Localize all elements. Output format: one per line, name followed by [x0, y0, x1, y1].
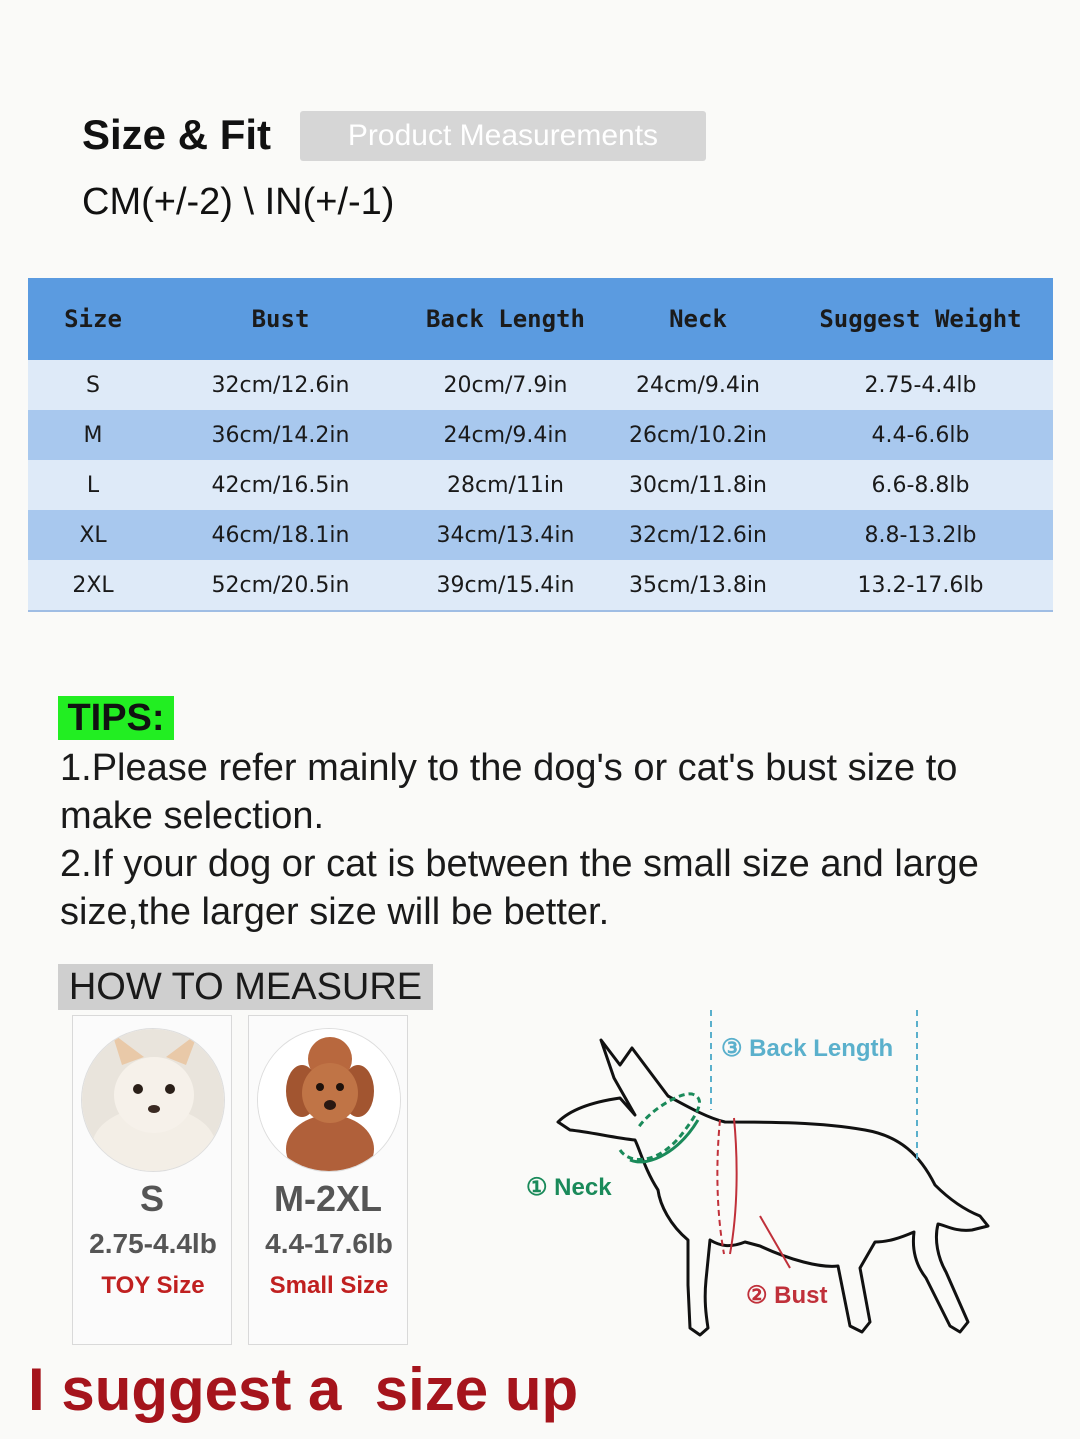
table-header-row [28, 278, 1053, 360]
table-row [28, 510, 1053, 560]
bust-measure-line [717, 1120, 724, 1254]
card-type-label: Small Size [269, 1272, 389, 1299]
cell-weight: 8.8-13.2lb [788, 510, 1053, 560]
cell-back-length: 28cm/11in [403, 460, 608, 510]
cell-neck: 30cm/11.8in [608, 460, 788, 510]
product-measurements-badge: Product Measurements [300, 111, 706, 161]
cell-neck: 24cm/9.4in [608, 360, 788, 410]
table-row [28, 460, 1053, 510]
column-header-bust: Bust [158, 278, 403, 360]
cell-neck: 26cm/10.2in [608, 410, 788, 460]
cell-bust: 52cm/20.5in [158, 560, 403, 611]
table-row [28, 360, 1053, 410]
column-header-suggest-weight: Suggest Weight [788, 278, 1053, 360]
table-row [28, 560, 1053, 611]
cell-bust: 42cm/16.5in [158, 460, 403, 510]
table-row [28, 410, 1053, 460]
bust-measure-line-2 [730, 1118, 737, 1254]
chihuahua-avatar [81, 1028, 225, 1172]
tips-label: TIPS: [58, 696, 174, 740]
cell-back-length: 34cm/13.4in [403, 510, 608, 560]
size-up-suggestion: I suggest a size up [28, 1356, 579, 1423]
page-title: Size & Fit [82, 111, 272, 158]
cell-neck: 35cm/13.8in [608, 560, 788, 611]
cell-size: M [28, 410, 158, 460]
cell-bust: 46cm/18.1in [158, 510, 403, 560]
column-header-neck: Neck [608, 278, 788, 360]
bust-label: ② Bust [746, 1282, 828, 1309]
tip-item: 1.Please refer mainly to the dog's or cat's bust size to make selection. [60, 747, 958, 837]
card-type-label: TOY Size [101, 1272, 205, 1299]
bust-pointer [760, 1216, 790, 1268]
cell-weight: 13.2-17.6lb [788, 560, 1053, 611]
size-card-small [248, 1015, 408, 1345]
poodle-avatar [257, 1028, 401, 1172]
cell-back-length: 39cm/15.4in [403, 560, 608, 611]
card-weight-label: 2.75-4.4lb [89, 1228, 217, 1259]
cell-size: L [28, 460, 158, 510]
cell-back-length: 20cm/7.9in [403, 360, 608, 410]
card-weight-label: 4.4-17.6lb [265, 1228, 393, 1259]
cell-weight: 2.75-4.4lb [788, 360, 1053, 410]
size-table [28, 278, 1053, 612]
cell-size: XL [28, 510, 158, 560]
tolerance-note: CM(+/-2) \ IN(+/-1) [82, 181, 395, 223]
card-size-label: M-2XL [274, 1178, 382, 1219]
card-size-label: S [139, 1178, 164, 1219]
cell-bust: 36cm/14.2in [158, 410, 403, 460]
neck-measure-line [620, 1094, 699, 1160]
cell-size: S [28, 360, 158, 410]
column-header-back-length: Back Length [403, 278, 608, 360]
neck-label: ① Neck [526, 1174, 612, 1201]
cell-neck: 32cm/12.6in [608, 510, 788, 560]
how-to-measure-label: HOW TO MEASURE [58, 964, 433, 1010]
back-length-label: ③ Back Length [721, 1035, 894, 1062]
size-card-toy [72, 1015, 232, 1345]
cell-bust: 32cm/12.6in [158, 360, 403, 410]
dog-measure-diagram [520, 1010, 1040, 1350]
cell-weight: 4.4-6.6lb [788, 410, 1053, 460]
cell-weight: 6.6-8.8lb [788, 460, 1053, 510]
cell-back-length: 24cm/9.4in [403, 410, 608, 460]
column-header-size: Size [28, 278, 158, 360]
cell-size: 2XL [28, 560, 158, 611]
tip-item: 2.If your dog or cat is between the small size and large size,the larger size will be better. [60, 843, 979, 933]
